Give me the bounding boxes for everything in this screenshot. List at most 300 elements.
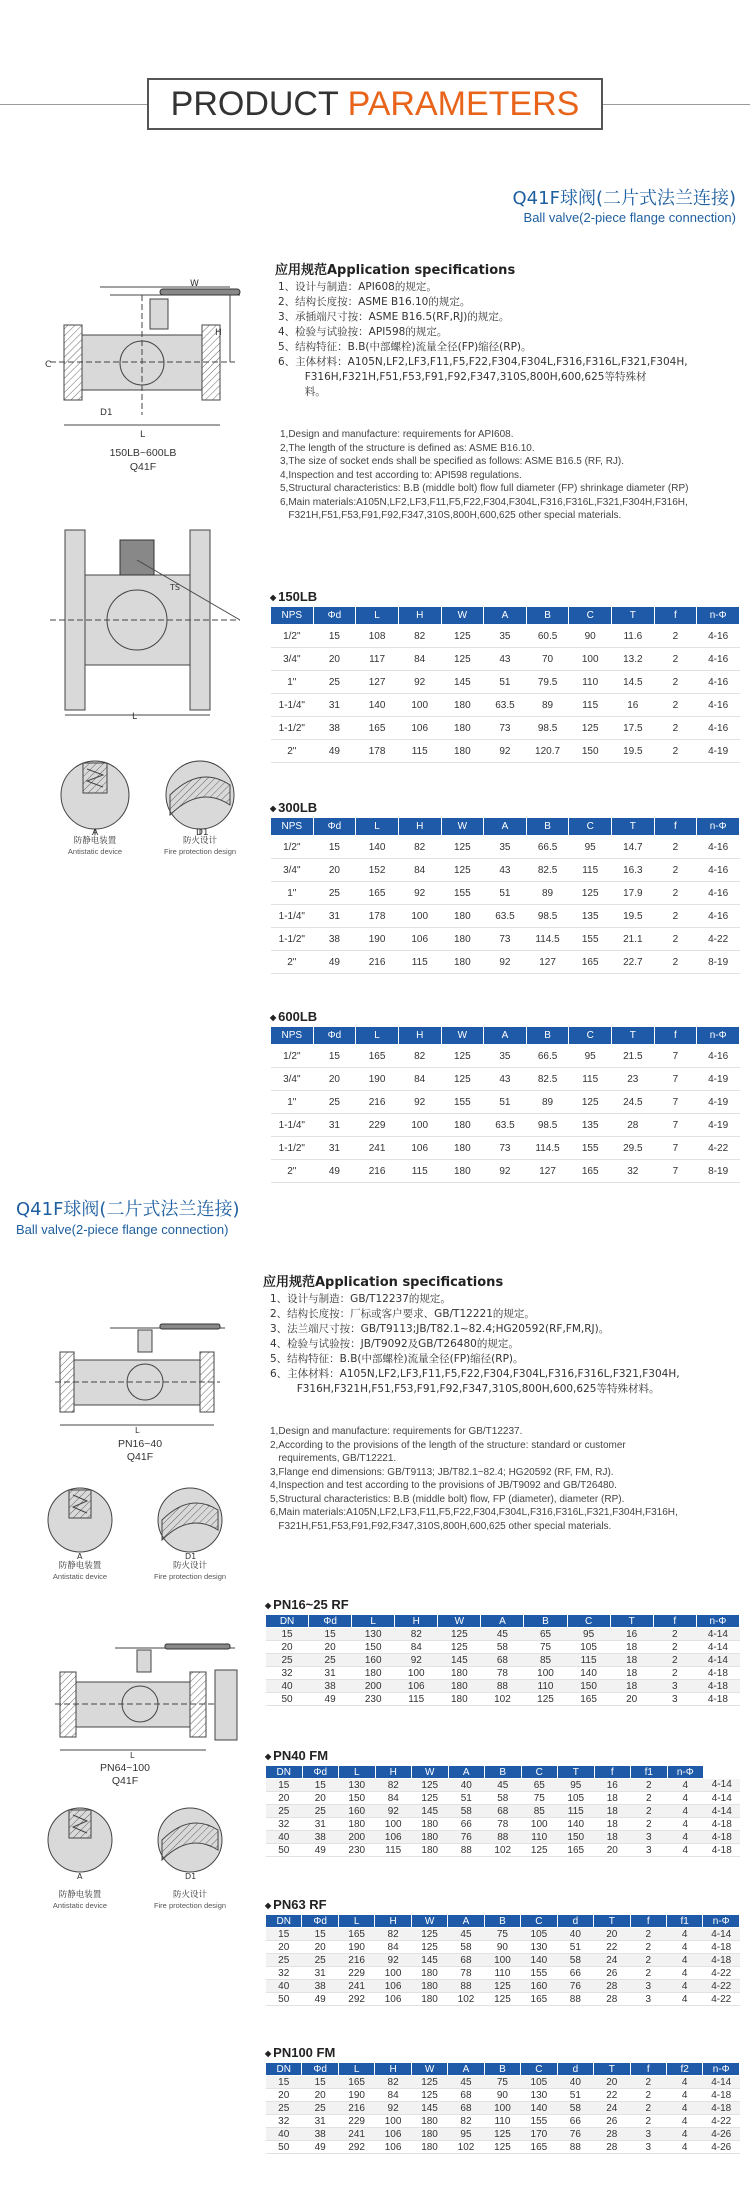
table-row	[271, 859, 740, 882]
table-cell: 140	[558, 1818, 595, 1831]
table-cell: 66	[557, 1967, 593, 1980]
fire-protection-icon	[160, 755, 240, 835]
table-cell: 84	[375, 1792, 412, 1805]
table-cell: 4-14	[704, 1792, 741, 1805]
section1-specs-cn	[278, 280, 738, 400]
antistatic-cn-2: 防静电装置	[58, 1561, 102, 1571]
column-header: W	[411, 2063, 447, 2076]
table-row	[271, 717, 740, 740]
table-cell: 120.7	[526, 740, 569, 763]
table-cell: 43	[484, 859, 527, 882]
column-header: NPS	[271, 818, 314, 836]
table-cell: 180	[339, 1818, 376, 1831]
table-cell: 15	[309, 1628, 352, 1641]
table-row	[271, 836, 740, 859]
table-cell: 20	[302, 1792, 339, 1805]
table-cell: 90	[484, 1941, 520, 1954]
table-600lb	[270, 1026, 740, 1183]
table-cell: 190	[338, 1941, 374, 1954]
table-cell: 4-16	[697, 694, 740, 717]
table-cell: 51	[484, 671, 527, 694]
table-pn63	[265, 1914, 740, 2006]
table-cell: 4	[666, 1928, 702, 1941]
column-header: L	[339, 1766, 376, 1779]
table-cell: 106	[395, 1680, 438, 1693]
table-cell: 49	[313, 951, 356, 974]
column-header: f1	[631, 1766, 668, 1779]
table-cell: 150	[569, 740, 612, 763]
table-cell: 125	[411, 1941, 447, 1954]
table-cell: 145	[412, 1805, 449, 1818]
spec-en-item: 5,Structural characteristics: B.B (middle bolt) flow, FP (diameter), diameter (RP).	[270, 1493, 625, 1505]
table-cell: 180	[441, 1160, 484, 1183]
table-cell: 19.5	[612, 905, 655, 928]
table-cell: 82	[398, 836, 441, 859]
table-cell: 4-18	[696, 1693, 739, 1706]
table-cell: 180	[352, 1667, 395, 1680]
table-cell: 82.5	[526, 859, 569, 882]
column-header: n-Φ	[697, 1027, 740, 1045]
table-cell: 2	[631, 1792, 668, 1805]
table-cell: 105	[521, 2076, 557, 2089]
spec-en-item: 6,Main materials:A105N,LF2,LF3,F11,F5,F22,F304,F304L,F316,F316L,F321,F304H,F316H, F321H,F51,F53,F91,F92,F347,310S,800H,600,625 other special materials.	[280, 496, 688, 521]
table-cell: 292	[338, 1993, 374, 2006]
table-cell: 4-16	[697, 905, 740, 928]
table-cell: 125	[441, 625, 484, 648]
table-cell: 1-1/2"	[271, 928, 314, 951]
table-cell: 40	[266, 2128, 302, 2141]
table-cell: 125	[411, 2076, 447, 2089]
table-cell: 180	[411, 2141, 447, 2154]
table-cell: 229	[338, 2115, 374, 2128]
page-title	[147, 78, 603, 130]
section2-title-en: Ball valve(2-piece flange connection)	[16, 1222, 229, 1237]
table-cell: 155	[569, 928, 612, 951]
column-header: f2	[666, 2063, 702, 2076]
table-cell: 51	[557, 2089, 593, 2102]
table-cell: 15	[302, 2076, 338, 2089]
table-cell: 25	[313, 1091, 356, 1114]
table-cell: 66	[448, 1818, 485, 1831]
table-cell: 20	[302, 1941, 338, 1954]
table-cell: 230	[352, 1693, 395, 1706]
column-header: f	[654, 1027, 697, 1045]
table-cell: 241	[338, 1980, 374, 1993]
table-cell: 180	[412, 1818, 449, 1831]
table-cell: 180	[441, 951, 484, 974]
table-cell: 19.5	[612, 740, 655, 763]
table-cell: 4	[666, 2115, 702, 2128]
column-header: f	[654, 607, 697, 625]
table-cell: 2	[631, 1805, 668, 1818]
table-cell: 82	[375, 2076, 411, 2089]
table-cell: 125	[441, 836, 484, 859]
column-header: L	[352, 1615, 395, 1628]
table-cell: 20	[594, 1844, 631, 1857]
column-header: f	[630, 1915, 666, 1928]
table-cell: 4	[667, 1831, 704, 1844]
table-cell: 165	[356, 1045, 399, 1068]
table-cell: 4-18	[703, 2102, 740, 2115]
table-cell: 49	[313, 740, 356, 763]
table-cell: 180	[441, 1137, 484, 1160]
table-row	[266, 1667, 740, 1680]
table-cell: 89	[526, 1091, 569, 1114]
table-cell: 25	[266, 2102, 302, 2115]
table-cell: 32	[612, 1160, 655, 1183]
table-cell: 89	[526, 882, 569, 905]
table-cell: 15	[313, 625, 356, 648]
table-cell: 150	[339, 1792, 376, 1805]
table-cell: 7	[654, 1137, 697, 1160]
table-cell: 4-14	[703, 1928, 740, 1941]
table-header-row	[266, 1915, 740, 1928]
column-header: A	[481, 1615, 524, 1628]
table-cell: 4-19	[697, 740, 740, 763]
table-cell: 100	[524, 1667, 567, 1680]
column-header: DN	[266, 2063, 302, 2076]
column-header: L	[356, 818, 399, 836]
table-cell: 7	[654, 1114, 697, 1137]
table-row	[266, 2115, 740, 2128]
table-cell: 2	[630, 2089, 666, 2102]
table-cell: 105	[567, 1641, 610, 1654]
table-cell: 230	[339, 1844, 376, 1857]
svg-text:L: L	[130, 1751, 135, 1760]
header-rule-left	[0, 104, 147, 105]
table-cell: 2	[630, 1928, 666, 1941]
table-cell: 110	[484, 2115, 520, 2128]
table-cell: 60.5	[526, 625, 569, 648]
table-cell: 4	[667, 1844, 704, 1857]
table-row	[271, 1114, 740, 1137]
table-row	[266, 1941, 740, 1954]
table-cell: 4-22	[697, 1137, 740, 1160]
table-cell: 125	[484, 1980, 520, 1993]
table-cell: 180	[441, 717, 484, 740]
table-cell: 115	[569, 859, 612, 882]
table-cell: 13.2	[612, 648, 655, 671]
table-cell: 2	[654, 694, 697, 717]
svg-text:D1: D1	[100, 408, 113, 418]
svg-text:TS: TS	[170, 583, 180, 592]
table-row	[271, 1045, 740, 1068]
table-cell: 40	[266, 1831, 303, 1844]
table-cell: 190	[338, 2089, 374, 2102]
table-cell: 165	[338, 1928, 374, 1941]
table-cell: 98.5	[526, 717, 569, 740]
table-cell: 106	[375, 2128, 411, 2141]
table-row	[266, 1993, 740, 2006]
column-header: DN	[266, 1915, 302, 1928]
column-header: L	[338, 2063, 374, 2076]
table-cell: 110	[524, 1680, 567, 1693]
table-cell: 150	[352, 1641, 395, 1654]
table-cell: 58	[557, 2102, 593, 2115]
table-cell: 3	[653, 1680, 696, 1693]
table-cell: 115	[398, 740, 441, 763]
table-cell: 92	[375, 2102, 411, 2115]
table-cell: 95	[569, 1045, 612, 1068]
table-row	[271, 882, 740, 905]
table-cell: 17.9	[612, 882, 655, 905]
table-cell: 92	[484, 740, 527, 763]
column-header: f	[654, 818, 697, 836]
table-cell: 15	[313, 836, 356, 859]
table-cell: 2	[654, 882, 697, 905]
table-cell: 1-1/4"	[271, 905, 314, 928]
fire-label-d1-2: D1	[185, 1552, 197, 1560]
table-cell: 58	[481, 1641, 524, 1654]
table-cell: 100	[375, 1818, 412, 1831]
table-cell: 84	[398, 859, 441, 882]
table-cell: 241	[356, 1137, 399, 1160]
column-header: Φd	[302, 1915, 338, 1928]
column-header: T	[610, 1615, 653, 1628]
table-cell: 105	[558, 1792, 595, 1805]
table-cell: 85	[524, 1654, 567, 1667]
table-cell: 130	[521, 2089, 557, 2102]
table-cell: 155	[521, 1967, 557, 1980]
column-header: T	[558, 1766, 595, 1779]
table-cell: 4-14	[696, 1654, 739, 1667]
table-row	[271, 740, 740, 763]
table-cell: 180	[412, 1844, 449, 1857]
spec-en-item: 1,Design and manufacture: requirements for API608.	[280, 429, 514, 440]
table-cell: 73	[484, 928, 527, 951]
column-header: B	[526, 1027, 569, 1045]
table-cell: 178	[356, 740, 399, 763]
table-cell: 73	[484, 717, 527, 740]
table-cell: 155	[569, 1137, 612, 1160]
table-cell: 32	[266, 1818, 303, 1831]
table-cell: 20	[302, 2089, 338, 2102]
spec-cn-item: 2、结构长度按：ASME B16.10的规定。	[278, 296, 471, 308]
table-cell: 95	[569, 836, 612, 859]
table-cell: 4-16	[697, 717, 740, 740]
table-cell: 4	[666, 2141, 702, 2154]
table-row	[266, 1654, 740, 1667]
table-cell: 51	[484, 882, 527, 905]
table-cell: 125	[441, 648, 484, 671]
table-cell: 40	[266, 1680, 309, 1693]
table-cell: 43	[484, 1068, 527, 1091]
spec-cn-item: 4、检验与试验按：JB/T9092及GB/T26480的规定。	[270, 1338, 519, 1350]
column-header: B	[485, 1766, 522, 1779]
table-cell: 8-19	[697, 951, 740, 974]
table-cell: 4-14	[704, 1779, 741, 1792]
table-cell: 16.3	[612, 859, 655, 882]
table-cell: 82	[395, 1628, 438, 1641]
table-cell: 114.5	[526, 928, 569, 951]
table-cell: 165	[521, 2141, 557, 2154]
table-cell: 145	[411, 2102, 447, 2115]
column-header: Φd	[313, 818, 356, 836]
table-cell: 15	[313, 1045, 356, 1068]
column-header: A	[448, 1766, 485, 1779]
table-cell: 180	[441, 928, 484, 951]
table-cell: 106	[398, 717, 441, 740]
table-header-row	[266, 1615, 740, 1628]
table-cell: 95	[558, 1779, 595, 1792]
table-cell: 82.5	[526, 1068, 569, 1091]
table-cell: 31	[302, 2115, 338, 2128]
table-cell: 22	[594, 1941, 630, 1954]
spec-en-item: 5,Structural characteristics: B.B (middle bolt) flow full diameter (FP) shrinkage diameter (RP)	[280, 483, 689, 494]
table-cell: 180	[411, 1967, 447, 1980]
table-pn40	[265, 1765, 740, 1857]
table-row	[266, 1954, 740, 1967]
column-header: W	[441, 607, 484, 625]
table-cell: 45	[448, 1928, 484, 1941]
table-cell: 4	[666, 2089, 702, 2102]
column-header: L	[356, 607, 399, 625]
table-cell: 180	[411, 1980, 447, 1993]
table-cell: 15	[266, 1779, 303, 1792]
table-header-row	[266, 2063, 740, 2076]
table-cell: 84	[398, 648, 441, 671]
table-cell: 127	[526, 951, 569, 974]
table-cell: 200	[352, 1680, 395, 1693]
table-cell: 165	[569, 951, 612, 974]
table-row	[271, 951, 740, 974]
table-cell: 3	[630, 1993, 666, 2006]
table-cell: 3	[631, 1831, 668, 1844]
table-cell: 216	[338, 2102, 374, 2115]
table-cell: 50	[266, 1693, 309, 1706]
column-header: C	[569, 818, 612, 836]
table-cell: 3/4"	[271, 1068, 314, 1091]
table-cell: 75	[484, 2076, 520, 2089]
table-cell: 2	[630, 1954, 666, 1967]
table-row	[271, 671, 740, 694]
table-cell: 32	[266, 1967, 302, 1980]
table-cell: 20	[266, 1941, 302, 1954]
table-cell: 4-14	[704, 1805, 741, 1818]
table-cell: 20	[313, 1068, 356, 1091]
table-cell: 51	[484, 1091, 527, 1114]
drawing1-caption-1: 150LB~600LB	[109, 447, 177, 459]
table-cell: 155	[521, 2115, 557, 2128]
spec-cn-item: 3、承插端尺寸按：ASME B16.5(RF,RJ)的规定。	[278, 311, 510, 323]
table-cell: 31	[309, 1667, 352, 1680]
table-cell: 20	[266, 1792, 303, 1805]
table-cell: 1-1/4"	[271, 1114, 314, 1137]
table-cell: 4-16	[697, 859, 740, 882]
table-cell: 4-26	[703, 2141, 740, 2154]
table-cell: 28	[594, 2128, 630, 2141]
table-cell: 115	[558, 1805, 595, 1818]
table-cell: 100	[398, 694, 441, 717]
column-header: L	[338, 1915, 374, 1928]
table-cell: 40	[557, 2076, 593, 2089]
column-header: C	[567, 1615, 610, 1628]
table-cell: 165	[338, 2076, 374, 2089]
table-cell: 130	[352, 1628, 395, 1641]
table-cell: 1/2"	[271, 625, 314, 648]
table-cell: 98.5	[526, 905, 569, 928]
table-cell: 180	[441, 694, 484, 717]
table-cell: 25	[266, 1805, 303, 1818]
table-cell: 20	[313, 859, 356, 882]
table-cell: 20	[594, 2076, 630, 2089]
table-cell: 3/4"	[271, 859, 314, 882]
svg-text:L: L	[140, 430, 146, 440]
table-cell: 125	[441, 859, 484, 882]
table-cell: 76	[448, 1831, 485, 1844]
table-cell: 1/2"	[271, 836, 314, 859]
table-cell: 50	[266, 1993, 302, 2006]
table-cell: 2	[654, 836, 697, 859]
table-cell: 2	[654, 928, 697, 951]
table-cell: 14.5	[612, 671, 655, 694]
table-cell: 20	[266, 2089, 302, 2102]
table-header-row	[271, 818, 740, 836]
table-cell: 92	[484, 951, 527, 974]
table-cell: 84	[395, 1641, 438, 1654]
table-cell: 22	[594, 2089, 630, 2102]
table-cell: 35	[484, 836, 527, 859]
table-cell: 70	[526, 648, 569, 671]
table-cell: 65	[521, 1779, 558, 1792]
table-cell: 24	[594, 1954, 630, 1967]
table-cell: 2	[654, 717, 697, 740]
spec-cn-item: 1、设计与制造：API608的规定。	[278, 281, 437, 293]
antistatic-label-a: A	[92, 828, 99, 835]
column-header: NPS	[271, 1027, 314, 1045]
table-cell: 130	[339, 1779, 376, 1792]
table-cell: 73	[484, 1137, 527, 1160]
table-row	[266, 1805, 741, 1818]
table-cell: 160	[339, 1805, 376, 1818]
table-cell: 49	[302, 1844, 339, 1857]
table-cell: 125	[438, 1641, 481, 1654]
fire-protection-icon-3	[150, 1800, 230, 1880]
table-cell: 155	[441, 1091, 484, 1114]
table-cell: 25	[313, 882, 356, 905]
column-header: T	[612, 607, 655, 625]
table-row	[266, 1641, 740, 1654]
spec-en-item: 1,Design and manufacture: requirements for GB/T12237.	[270, 1426, 523, 1437]
section2-title-cn: Q41F球阀(二片式法兰连接)	[16, 1199, 240, 1220]
table-cell: 4	[666, 2076, 702, 2089]
table-cell: 165	[521, 1993, 557, 2006]
column-header: B	[484, 2063, 520, 2076]
table-cell: 2	[653, 1641, 696, 1654]
column-header: DN	[266, 1615, 309, 1628]
column-header: B	[484, 1915, 520, 1928]
column-header: H	[398, 818, 441, 836]
table-cell: 26	[594, 1967, 630, 1980]
spec-cn-item: 2、结构长度按：厂标或客户要求、GB/T12221的规定。	[270, 1308, 535, 1320]
table-cell: 180	[441, 740, 484, 763]
table-cell: 65	[524, 1628, 567, 1641]
table-row	[271, 1091, 740, 1114]
antistatic-en-2: Antistatic device	[52, 1572, 108, 1581]
table-cell: 90	[484, 2089, 520, 2102]
table-cell: 106	[375, 1993, 411, 2006]
table-cell: 145	[411, 1954, 447, 1967]
table-cell: 2"	[271, 740, 314, 763]
table-cell: 110	[569, 671, 612, 694]
table-cell: 2	[630, 2076, 666, 2089]
column-header: H	[398, 607, 441, 625]
table-cell: 75	[521, 1792, 558, 1805]
table-cell: 1-1/4"	[271, 694, 314, 717]
table-cell: 2	[653, 1628, 696, 1641]
table-header-row	[266, 1766, 741, 1779]
table-cell: 16	[594, 1779, 631, 1792]
